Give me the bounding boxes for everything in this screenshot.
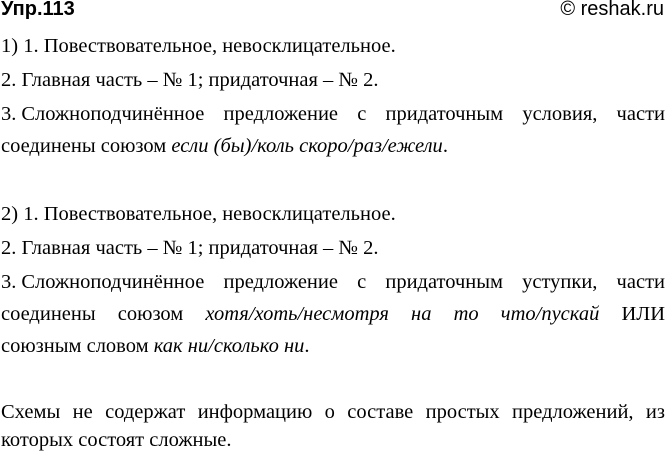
block2-line5 — [1, 334, 310, 358]
block1-line2: 2. Главная часть – № 1; придаточная – № 2. — [1, 69, 379, 91]
copyright-text: © reshak.ru — [560, 0, 664, 20]
block2-line2: 2. Главная часть – № 1; придаточная – № 2. — [1, 237, 379, 259]
block2-line5-text: союзным словом — [1, 335, 154, 357]
block2-line3-number: 3. — [1, 271, 17, 293]
block2-conjunctions: хотя/хоть/несмотря на то что/пускай — [205, 303, 600, 325]
block1-line1: 1) 1. Повествовательное, невосклицательное. — [1, 35, 396, 57]
block2-line4 — [1, 302, 665, 326]
block2-line3-text: Сложноподчинённое предложение с придаточным уступки, части — [21, 271, 665, 293]
block1-line4-text: соединены союзом — [1, 135, 172, 157]
block1-line3-number: 3. — [1, 103, 17, 125]
block2-line3 — [1, 270, 665, 294]
block2-line1: 2) 1. Повествовательное, невосклицательное. — [1, 203, 396, 225]
block2-line5-end: . — [304, 335, 310, 357]
page-title: Упр.113 — [1, 0, 75, 20]
block2-allied-words: как ни/сколько ни — [153, 335, 305, 357]
header — [0, 0, 667, 24]
block1-conjunctions: если (бы)/коль скоро/раз/ежели — [171, 135, 443, 157]
block2-line4-end: ИЛИ — [599, 303, 666, 325]
block2-line4-text: соединены союзом — [1, 303, 206, 325]
note-line2: которых состоят сложные. — [1, 429, 232, 451]
block1-line4 — [1, 134, 448, 158]
block1-line3 — [1, 102, 665, 126]
block1-line4-end: . — [442, 135, 448, 157]
block1-line3-text: Сложноподчинённое предложение с придаточным условия, части — [21, 103, 665, 125]
note-line1: Схемы не содержат информацию о составе простых предложений, из — [1, 401, 665, 423]
